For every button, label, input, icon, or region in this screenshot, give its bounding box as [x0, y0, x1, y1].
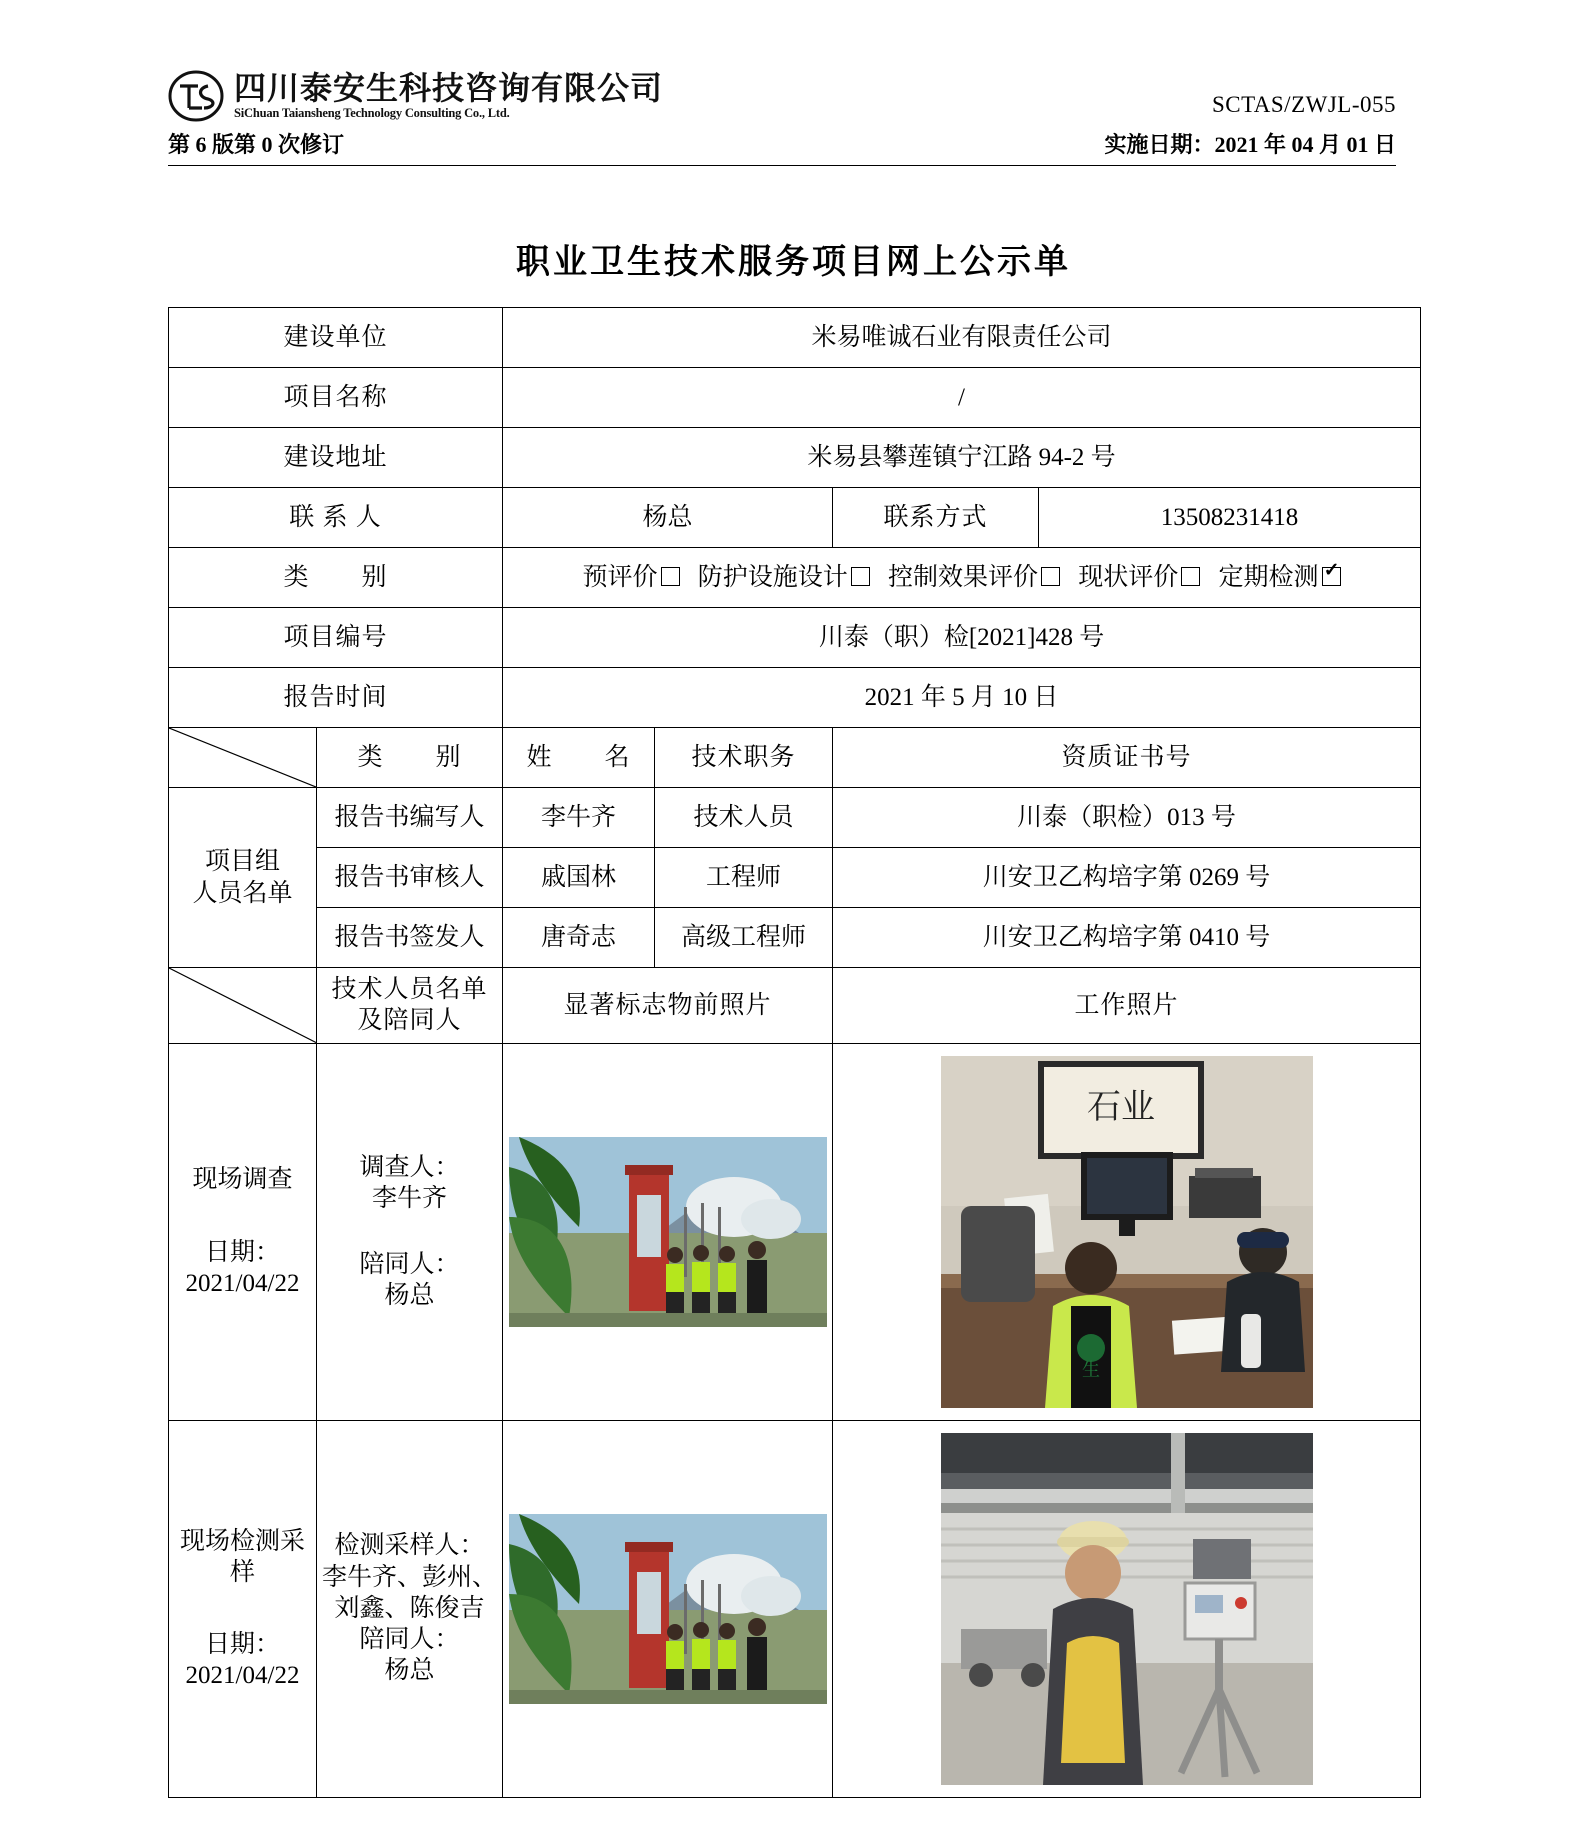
value-project-name: / [503, 368, 1421, 428]
survey-date-label: 日期： [204, 1238, 280, 1266]
document-version: 第 6 版第 0 次修订 [168, 132, 345, 157]
sampling-landmark-photo-cell [503, 1420, 833, 1797]
sampling-sampler-role: 检测采样人： [334, 1532, 485, 1560]
header-divider [168, 165, 1396, 166]
team-row-label [169, 788, 317, 968]
team-cell-title: 技术人员 [655, 788, 833, 848]
company-name-block [234, 69, 664, 121]
value-project-number: 川泰（职）检[2021]428 号 [503, 608, 1421, 668]
sampling-sampler-names: 李牛齐、彭州、刘鑫、陈俊吉 [322, 1563, 498, 1622]
photos-column-landmark: 显著标志物前照片 [503, 968, 833, 1044]
checkbox-icon[interactable] [1181, 567, 1200, 586]
table-row [169, 728, 1421, 788]
team-cell-role: 报告书审核人 [317, 848, 503, 908]
value-address: 米易县攀莲镇宁江路 94-2 号 [503, 428, 1421, 488]
table-row [169, 428, 1421, 488]
survey-companion-name: 杨总 [384, 1281, 435, 1309]
diagonal-header-cell [169, 728, 317, 788]
table-row [169, 488, 1421, 548]
team-cell-name: 李牛齐 [503, 788, 655, 848]
team-cell-role: 报告书签发人 [317, 908, 503, 968]
table-row [169, 608, 1421, 668]
table-row [169, 668, 1421, 728]
diagonal-header-cell-photos [169, 968, 317, 1044]
team-cell-title: 工程师 [655, 848, 833, 908]
survey-companion-role: 陪同人： [359, 1250, 460, 1278]
label-project-name: 项目名称 [169, 368, 503, 428]
team-row-label-line2: 人员名单 [192, 879, 293, 907]
team-column-certificate: 资质证书号 [833, 728, 1421, 788]
team-cell-certificate: 川泰（职检）013 号 [833, 788, 1421, 848]
photos-column-personnel [317, 968, 503, 1044]
company-logo-block [168, 70, 663, 122]
table-row [169, 908, 1421, 968]
category-option-current-status[interactable] [1078, 564, 1200, 591]
team-cell-title: 高级工程师 [655, 908, 833, 968]
sampling-stage-label: 现场检测采样 [179, 1528, 305, 1587]
table-row-site-sampling [169, 1420, 1421, 1797]
category-option-control-effect[interactable] [888, 564, 1060, 591]
value-contact-person: 杨总 [503, 488, 833, 548]
label-address: 建设地址 [169, 428, 503, 488]
survey-investigator-role: 调查人： [359, 1154, 460, 1181]
svg-text:石业: 石业 [1086, 1088, 1155, 1126]
page-title: 职业卫生技术服务项目网上公示单 [516, 244, 1071, 281]
value-report-time: 2021 年 5 月 10 日 [503, 668, 1421, 728]
category-option-protective-design[interactable] [698, 564, 870, 591]
sampling-work-photo-cell [833, 1420, 1421, 1797]
category-option-label: 现状评价 [1078, 563, 1179, 591]
header-second-row [168, 128, 1396, 159]
team-cell-name: 唐奇志 [503, 908, 655, 968]
sampling-personnel [317, 1420, 503, 1797]
checkbox-icon[interactable] [851, 567, 870, 586]
header-top-row [168, 70, 1396, 122]
survey-landmark-photo-cell [503, 1043, 833, 1420]
label-construction-unit: 建设单位 [169, 308, 503, 368]
sampling-companion-role: 陪同人： [359, 1626, 460, 1654]
category-option-label: 定期检测 [1218, 563, 1319, 591]
category-options [503, 548, 1421, 608]
survey-personnel [317, 1043, 503, 1420]
table-row-site-survey [169, 1043, 1421, 1420]
sampling-work-photo [837, 1427, 1416, 1791]
team-cell-certificate: 川安卫乙构培字第 0410 号 [833, 908, 1421, 968]
company-logo-icon [168, 70, 224, 122]
survey-work-photo-cell [833, 1043, 1421, 1420]
checkbox-checked-icon[interactable] [1322, 567, 1341, 586]
table-row [169, 548, 1421, 608]
label-report-time: 报告时间 [169, 668, 503, 728]
survey-landmark-photo [507, 1050, 828, 1414]
category-option-label: 控制效果评价 [888, 563, 1039, 591]
sampling-date-label: 日期： [204, 1630, 280, 1658]
photos-column-personnel-line2: 及陪同人 [357, 1007, 462, 1035]
team-column-category: 类 别 [317, 728, 503, 788]
survey-investigator-name: 李牛齐 [372, 1185, 448, 1213]
table-row [169, 788, 1421, 848]
table-row [169, 308, 1421, 368]
company-name-en: SiChuan Taiansheng Technology Consulting Co., Ltd. [234, 106, 510, 121]
sampling-landmark-photo [507, 1427, 828, 1791]
label-project-number: 项目编号 [169, 608, 503, 668]
team-cell-name: 戚国林 [503, 848, 655, 908]
table-row [169, 968, 1421, 1044]
team-column-name: 姓 名 [503, 728, 655, 788]
photos-column-work: 工作照片 [833, 968, 1421, 1044]
label-contact-method: 联系方式 [833, 488, 1039, 548]
category-option-pre-assessment[interactable] [582, 564, 679, 591]
category-option-label: 预评价 [582, 563, 658, 591]
survey-stage-label: 现场调查 [192, 1165, 293, 1193]
sampling-date-value: 2021/04/22 [185, 1661, 300, 1689]
value-construction-unit: 米易唯诚石业有限责任公司 [503, 308, 1421, 368]
checkbox-icon[interactable] [661, 567, 680, 586]
team-row-label-line1: 项目组 [204, 848, 280, 876]
svg-text:生: 生 [1081, 1359, 1100, 1380]
survey-work-photo [837, 1050, 1416, 1414]
team-cell-role: 报告书编写人 [317, 788, 503, 848]
table-row [169, 368, 1421, 428]
document-code: SCTAS/ZWJL-055 [1211, 92, 1396, 117]
public-disclosure-table [168, 307, 1421, 1798]
value-contact-method: 13508231418 [1039, 488, 1421, 548]
sampling-stage-info [169, 1420, 317, 1797]
sampling-companion-name: 杨总 [384, 1657, 435, 1685]
category-option-label: 防护设施设计 [697, 563, 848, 591]
survey-date-value: 2021/04/22 [185, 1270, 300, 1298]
label-category: 类 别 [169, 548, 503, 608]
photos-column-personnel-line1: 技术人员名单 [331, 976, 488, 1003]
label-contact-person: 联 系 人 [169, 488, 503, 548]
company-name-cn: 四川泰安生科技咨询有限公司 [234, 69, 664, 106]
document-header [168, 70, 1396, 166]
category-option-periodic-testing[interactable] [1219, 564, 1341, 591]
team-cell-certificate: 川安卫乙构培字第 0269 号 [833, 848, 1421, 908]
checkbox-icon[interactable] [1041, 567, 1060, 586]
table-row [169, 848, 1421, 908]
team-column-title: 技术职务 [655, 728, 833, 788]
document-issue-date: 实施日期：2021 年 04 月 01 日 [1104, 132, 1396, 157]
survey-stage-info [169, 1043, 317, 1420]
